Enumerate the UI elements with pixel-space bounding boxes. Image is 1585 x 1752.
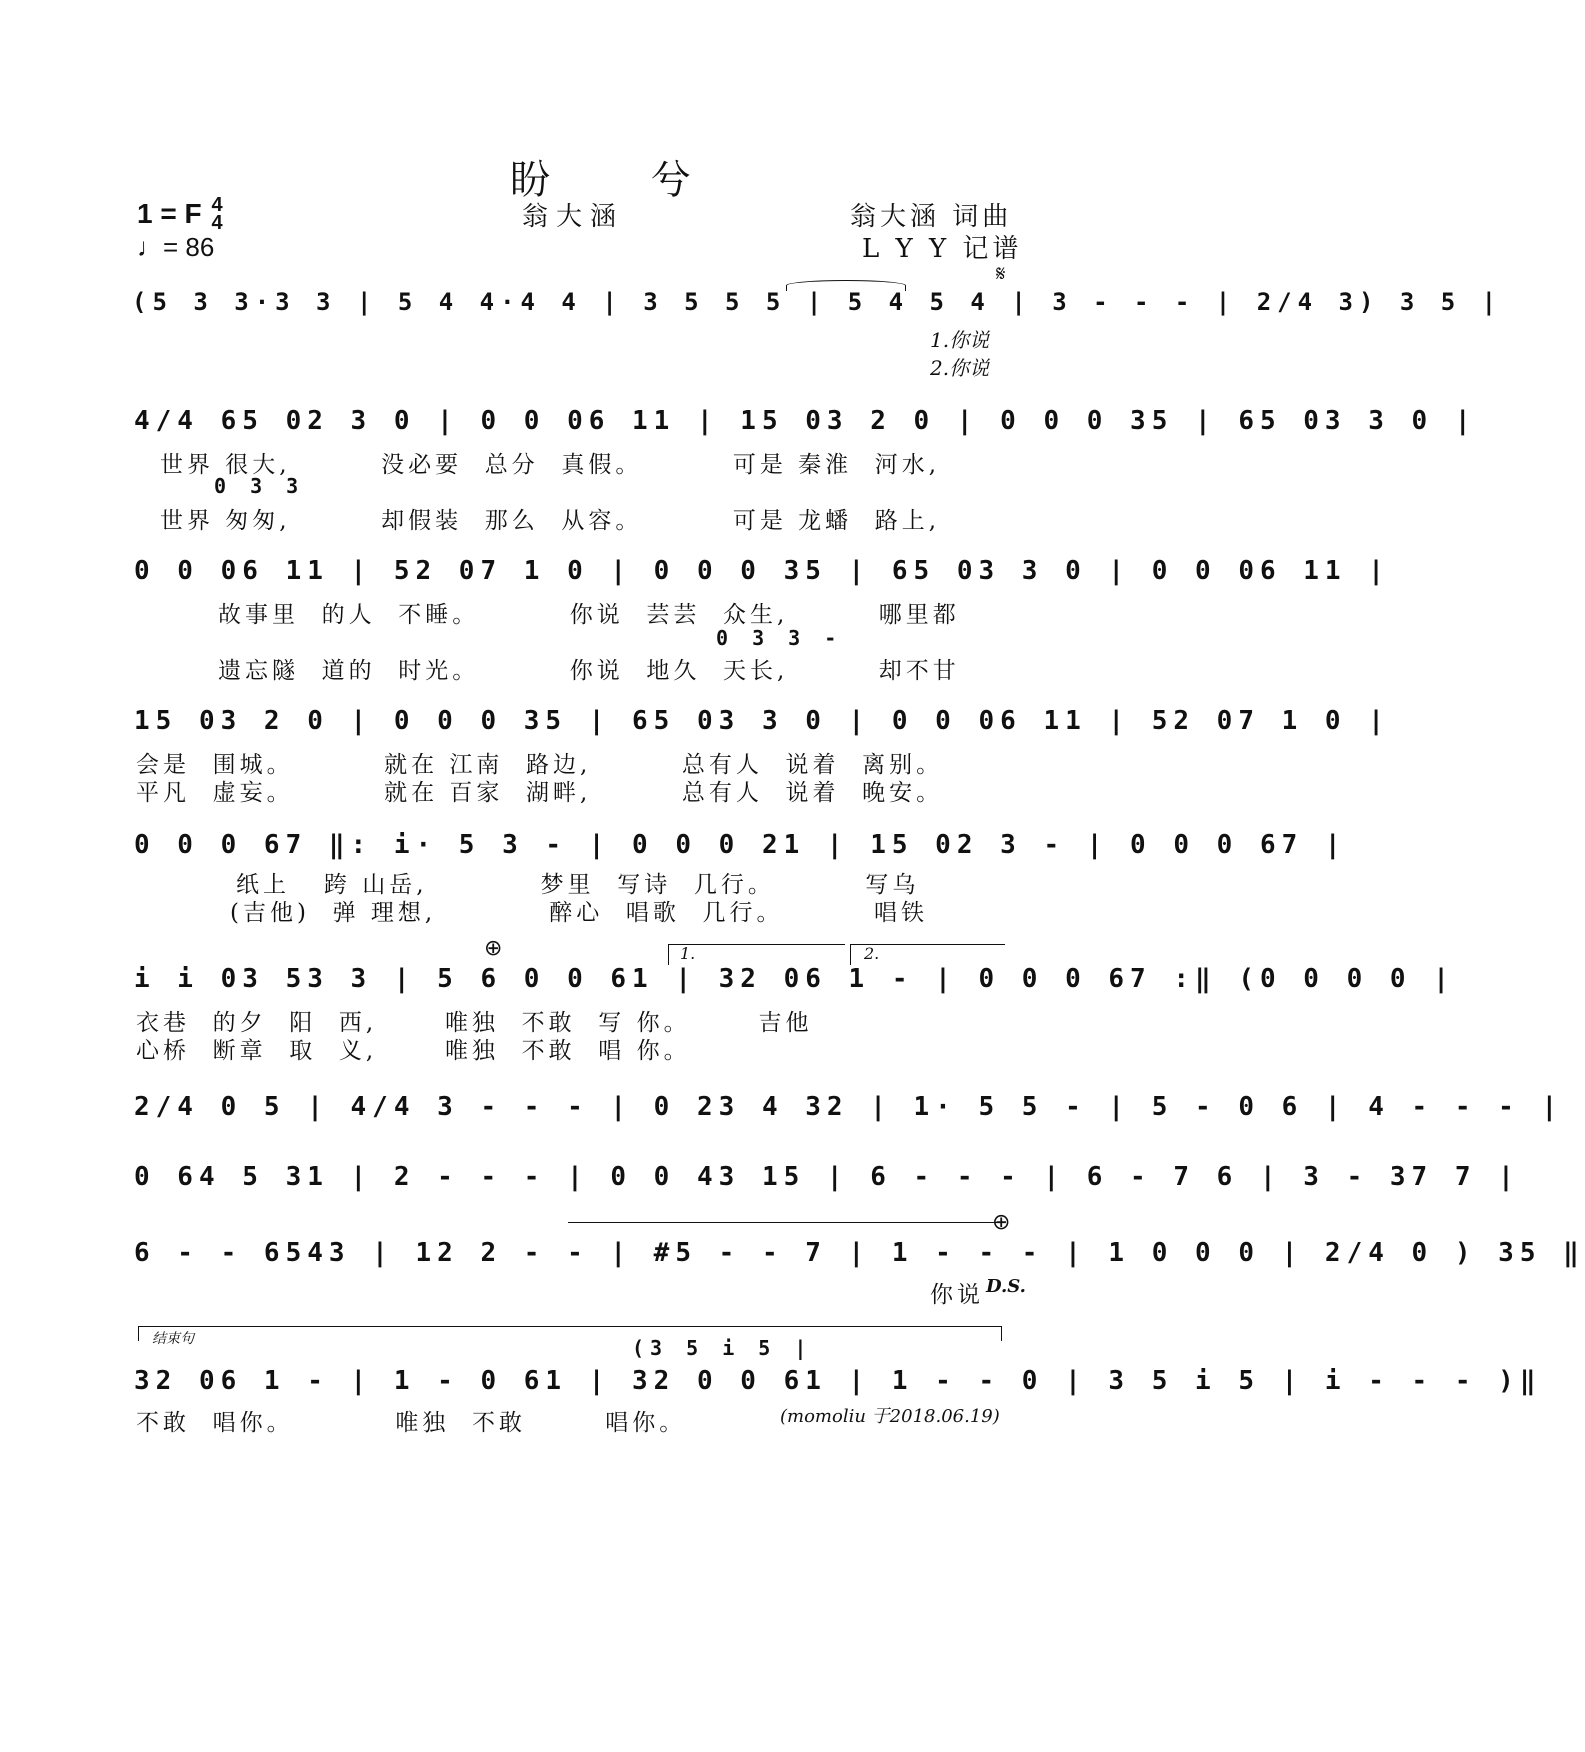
segno-icon: 𝄋 <box>996 262 1006 287</box>
score-line-5: 0 0 0 67 ‖: i· 5 3 - | 0 0 0 21 | 15 02 3 - | 0 0 0 67 | <box>134 830 1347 860</box>
score-line-7: 2/4 0 5 | 4/4 3 - - - | 0 23 4 32 | 1· 5 5 - | 5 - 0 6 | 4 - - - | <box>134 1092 1564 1122</box>
score-line-3: 0 0 06 11 | 52 07 1 0 | 0 0 0 35 | 65 03 3 0 | 0 0 06 11 | <box>134 556 1390 586</box>
ds-marking: D.S. <box>986 1276 1026 1297</box>
ending-section-bracket <box>138 1326 1002 1341</box>
upper-voice-notes: (3 5 i 5 | <box>632 1336 813 1360</box>
volta-2-label: 2. <box>864 944 880 963</box>
credit-score: L Y Y 记谱 <box>862 234 1023 264</box>
lyric-line-5-verse-2: (吉他) 弹 理想, 醉心 唱歌 几行。 唱铁 <box>230 900 929 926</box>
score-line-8: 0 64 5 31 | 2 - - - | 0 0 43 15 | 6 - - - | 6 - 7 6 | 3 - 37 7 | <box>134 1162 1520 1192</box>
ending-bracket <box>568 1222 998 1223</box>
score-line-9: 6 - - 6543 | 12 2 - - | #5 - - 7 | 1 - - - | 1 0 0 0 | 2/4 0 ) 35 ‖ <box>134 1238 1585 1268</box>
page-title: 盼 兮 <box>510 157 735 203</box>
lyric-line-6-verse-2: 心桥 断章 取 义, 唯独 不敢 唱 你。 <box>136 1038 691 1064</box>
transcriber-signature: (momoliu 于2018.06.19) <box>780 1406 1000 1427</box>
score-line-10: 32 06 1 - | 1 - 0 61 | 32 0 0 61 | 1 - - 0 | 3 5 i 5 | i - - - )‖ <box>134 1366 1542 1396</box>
tempo-marking: ♩= 86 <box>137 232 215 262</box>
ending-label: 结束句 <box>152 1331 194 1347</box>
score-line-1: (5 3 3·3 3 | 5 4 4·4 4 | 3 5 5 5 | 5 4 5 4 | 3 - - - | 2/4 3) 3 5 | <box>132 288 1503 316</box>
lyric-line-10: 不敢 唱你。 唯独 不敢 唱你。 <box>136 1410 687 1436</box>
lyric-line-2-verse-1: 世界 很大, 没必要 总分 真假。 可是 秦淮 河水, <box>160 452 941 478</box>
slur-line-1 <box>786 280 906 291</box>
verse-1-marker: 1.你说 <box>930 328 990 352</box>
lyric-line-4-verse-2: 平凡 虚妄。 就在 百家 湖畔, 总有人 说着 晚安。 <box>136 780 944 806</box>
score-line-2: 4/4 65 02 3 0 | 0 0 06 11 | 15 03 2 0 | 0 0 0 35 | 65 03 3 0 | <box>134 406 1477 436</box>
volta-1-label: 1. <box>680 944 696 963</box>
lyric-line-3-verse-2: 遗忘隧 道的 时光。 你说 地久 天长, 却不甘 <box>218 658 960 684</box>
coda-icon-2: ⊕ <box>992 1210 1011 1235</box>
lyric-line-6-verse-1: 衣巷 的夕 阳 西, 唯独 不敢 写 你。 吉他 <box>136 1010 813 1036</box>
score-line-4: 15 03 2 0 | 0 0 0 35 | 65 03 3 0 | 0 0 06 11 | 52 07 1 0 | <box>134 706 1390 736</box>
coda-icon: ⊕ <box>484 936 503 961</box>
score-line-6: i i 03 53 3 | 5 6 0 0 61 | 32 06 1 - | 0 0 0 67 :‖ (0 0 0 0 | <box>134 964 1455 994</box>
lyric-line-9: 你说 <box>930 1282 984 1308</box>
time-signature: 4 4 <box>211 194 223 234</box>
lyric-line-5-verse-1: 纸上 跨 山岳, 梦里 写诗 几行。 写乌 <box>236 872 920 898</box>
alt-notes-line-2: 0 3 3 <box>214 474 305 498</box>
key-signature: 1 = F <box>137 198 202 229</box>
lyric-line-3-verse-1: 故事里 的人 不睡。 你说 芸芸 众生, 哪里都 <box>218 602 960 628</box>
verse-2-marker: 2.你说 <box>930 356 990 380</box>
lyric-line-2-verse-2: 世界 匆匆, 却假装 那么 从容。 可是 龙蟠 路上, <box>160 508 941 534</box>
subtitle: 翁大涵 <box>522 202 625 232</box>
lyric-line-4-verse-1: 会是 围城。 就在 江南 路边, 总有人 说着 离别。 <box>136 752 944 778</box>
alt-notes-line-3: 0 3 3 - <box>716 626 843 650</box>
credit-lyrics: 翁大涵 词曲 <box>850 202 1013 232</box>
